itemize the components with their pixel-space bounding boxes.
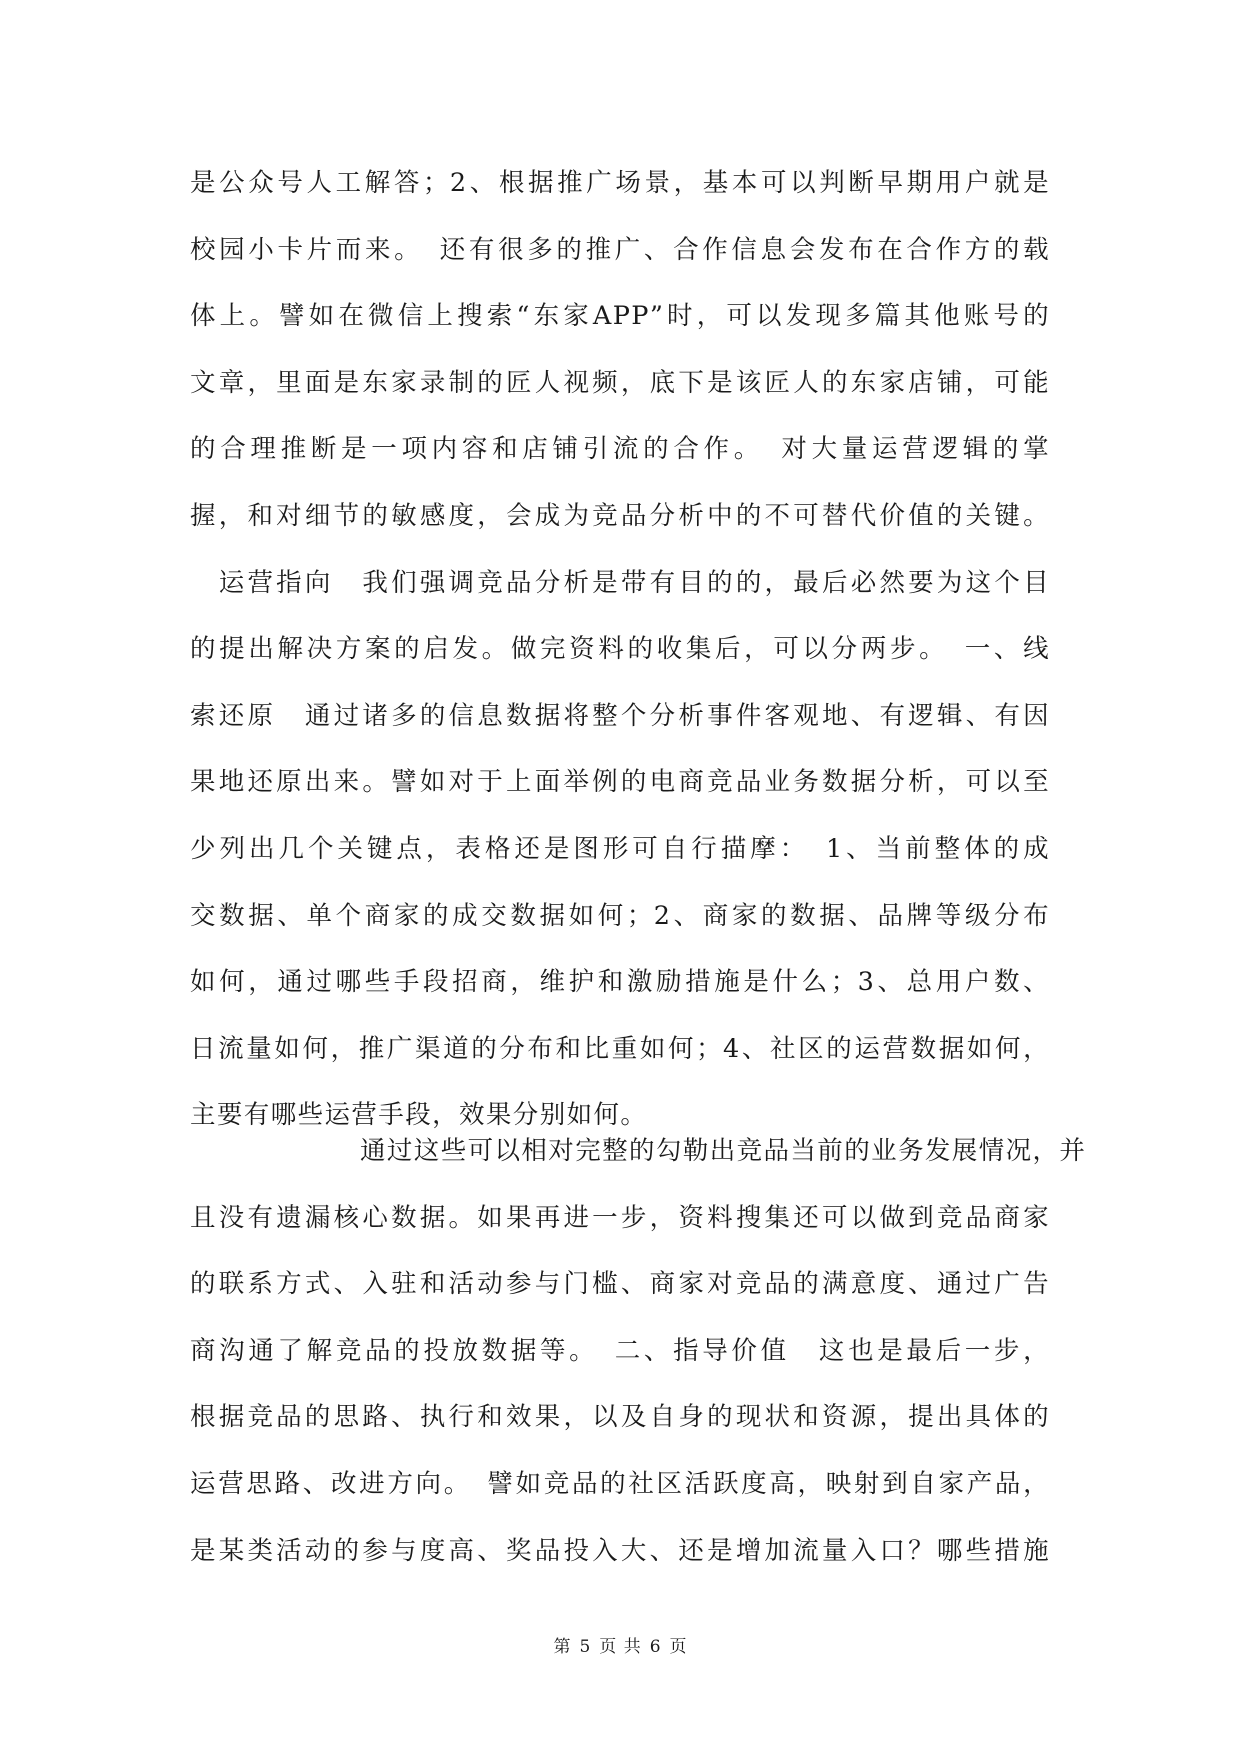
text-line: 日流量如何，推广渠道的分布和比重如何；4、社区的运营数据如何， <box>190 1033 1050 1064</box>
text-line: 运营思路、改进方向。 譬如竞品的社区活跃度高，映射到自家产品， <box>190 1468 1050 1499</box>
paragraph-2 <box>190 1118 1087 1584</box>
text-line: 通过这些可以相对完整的勾勒出竞品当前的业务发展情况，并 <box>360 1136 1087 1166</box>
text-line: 校园小卡片而来。 还有很多的推广、合作信息会发布在合作方的载 <box>190 234 1050 265</box>
text-line: 运营指向 我们强调竞品分析是带有目的的，最后必然要为这个目 <box>190 567 1050 598</box>
text-line: 且没有遗漏核心数据。如果再进一步，资料搜集还可以做到竞品商家 <box>190 1202 1050 1233</box>
text-line: 的提出解决方案的启发。做完资料的收集后，可以分两步。 一、线 <box>190 634 1050 665</box>
text-line: 的合理推断是一项内容和店铺引流的合作。 对大量运营逻辑的掌 <box>190 434 1050 465</box>
footer-suffix: 页 <box>669 1637 688 1657</box>
text-line: 果地还原出来。譬如对于上面举例的电商竞品业务数据分析，可以至 <box>190 767 1050 798</box>
footer-middle: 页 共 <box>599 1637 642 1657</box>
footer-prefix: 第 <box>553 1637 572 1657</box>
text-line: 根据竞品的思路、执行和效果，以及自身的现状和资源，提出具体的 <box>190 1402 1050 1433</box>
text-line: 文章，里面是东家录制的匠人视频，底下是该匠人的东家店铺，可能 <box>190 367 1050 398</box>
text-line: 交数据、单个商家的成交数据如何；2、商家的数据、品牌等级分布 <box>190 900 1050 931</box>
text-line: 少列出几个关键点，表格还是图形可自行描摩： 1、当前整体的成 <box>190 833 1050 864</box>
text-line: 索还原 通过诸多的信息数据将整个分析事件客观地、有逻辑、有因 <box>190 700 1050 731</box>
page-footer <box>0 1632 1241 1657</box>
footer-total-pages: 6 <box>649 1637 662 1657</box>
footer-current-page: 5 <box>579 1637 592 1657</box>
paragraph-1 <box>190 150 1050 1149</box>
text-line: 商沟通了解竞品的投放数据等。 二、指导价值 这也是最后一步， <box>190 1335 1050 1366</box>
text-line: 体上。譬如在微信上搜索“东家APP”时，可以发现多篇其他账号的 <box>190 301 1050 332</box>
text-line: 如何，通过哪些手段招商，维护和激励措施是什么；3、总用户数、 <box>190 967 1050 998</box>
text-line: 的联系方式、入驻和活动参与门槛、商家对竞品的满意度、通过广告 <box>190 1269 1050 1300</box>
text-line: 是某类活动的参与度高、奖品投入大、还是增加流量入口？哪些措施 <box>190 1535 1050 1566</box>
text-line: 是公众号人工解答；2、根据推广场景，基本可以判断早期用户就是 <box>190 168 1050 198</box>
text-line: 主要有哪些运营手段，效果分别如何。 <box>190 1100 648 1131</box>
text-line: 握，和对细节的敏感度，会成为竞品分析中的不可替代价值的关键。 <box>190 500 1050 531</box>
